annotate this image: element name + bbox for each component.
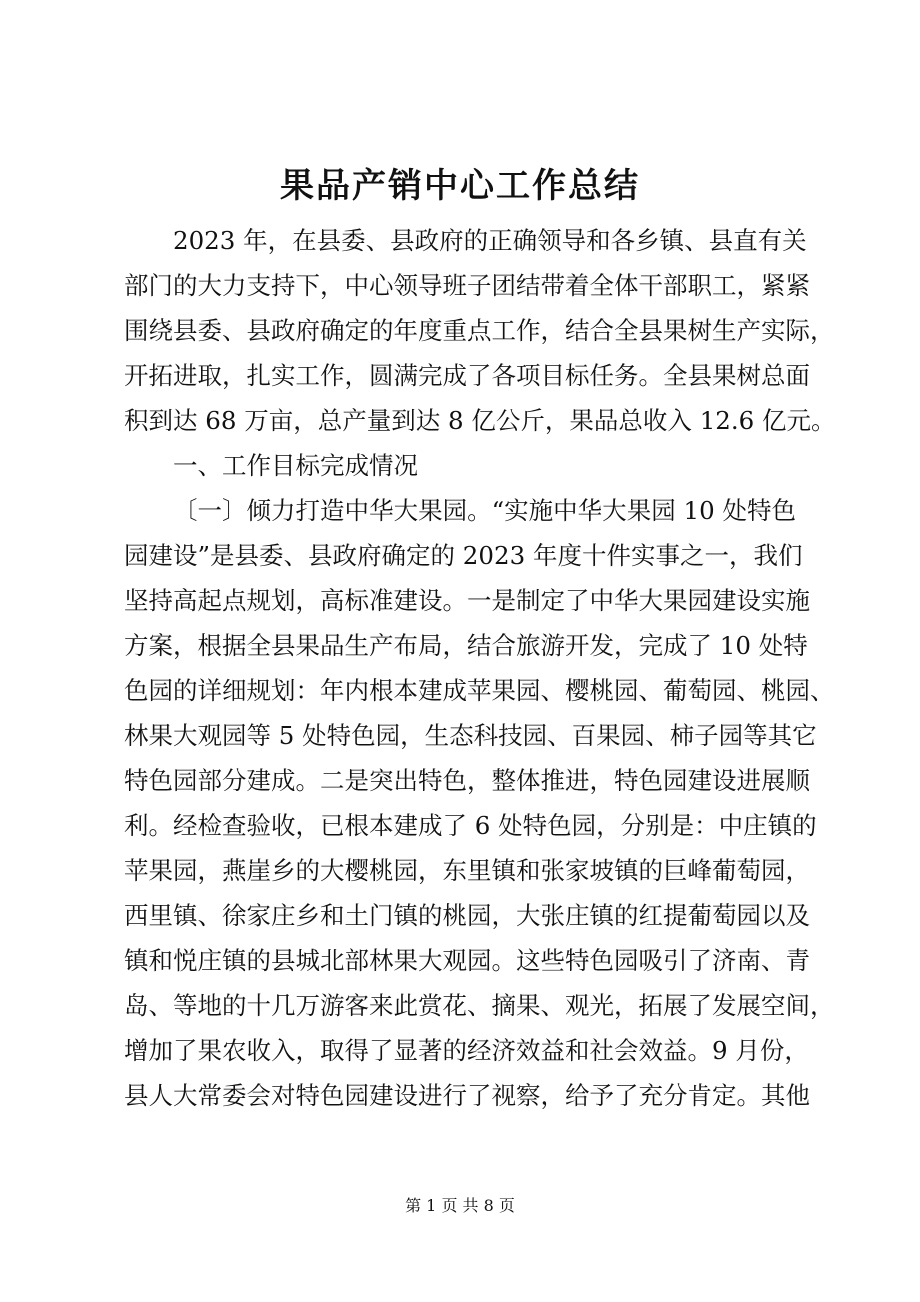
paragraph-line: 利。经检查验收，已根本建成了 6 处特色园，分别是：中庄镇的: [124, 811, 817, 840]
paragraph-line: 西里镇、徐家庄乡和土门镇的桃园，大张庄镇的红提葡萄园以及: [124, 901, 810, 930]
paragraph-line: 部门的大力支持下，中心领导班子团结带着全体干部职工，紧紧: [124, 271, 810, 300]
paragraph-line: 积到达 68 万亩，总产量到达 8 亿公斤，果品总收入 12.6 亿元。: [124, 406, 836, 435]
document-title: 果品产销中心工作总结: [280, 166, 640, 206]
paragraph-line: 县人大常委会对特色园建设进行了视察，给予了充分肯定。其他: [124, 1081, 810, 1110]
paragraph-line: 岛、等地的十几万游客来此赏花、摘果、观光，拓展了发展空间，: [124, 991, 835, 1020]
paragraph-line: 2023 年，在县委、县政府的正确领导和各乡镇、县直有关: [173, 226, 807, 255]
paragraph-line: 〔一〕倾力打造中华大果园。“实施中华大果园 10 处特色: [173, 496, 796, 525]
paragraph-line: 特色园部分建成。二是突出特色，整体推进，特色园建设进展顺: [124, 766, 810, 795]
document-body: [124, 218, 836, 1118]
paragraph-line: 围绕县委、县政府确定的年度重点工作，结合全县果树生产实际，: [124, 316, 835, 345]
paragraph-line: 苹果园，燕崖乡的大樱桃园，东里镇和张家坡镇的巨峰葡萄园，: [124, 856, 810, 885]
page-footer: 第 1 页 共 8 页: [405, 1196, 515, 1215]
paragraph-line: 色园的详细规划：年内根本建成苹果园、樱桃园、葡萄园、桃园、: [124, 676, 835, 705]
paragraph-line: 林果大观园等 5 处特色园，生态科技园、百果园、柿子园等其它: [124, 721, 817, 750]
paragraph-line: 开拓进取，扎实工作，圆满完成了各项目标任务。全县果树总面: [124, 361, 810, 390]
paragraph-line: 增加了果农收入，取得了显著的经济效益和社会效益。9 月份，: [124, 1036, 809, 1065]
section-heading: 一、工作目标完成情况: [173, 451, 418, 480]
paragraph-line: 园建设”是县委、县政府确定的 2023 年度十件实事之一，我们: [124, 541, 803, 570]
paragraph-line: 方案，根据全县果品生产布局，结合旅游开发，完成了 10 处特: [124, 631, 808, 660]
paragraph-line: 坚持高起点规划，高标准建设。一是制定了中华大果园建设实施: [124, 586, 810, 615]
paragraph-line: 镇和悦庄镇的县城北部林果大观园。这些特色园吸引了济南、青: [124, 946, 810, 975]
